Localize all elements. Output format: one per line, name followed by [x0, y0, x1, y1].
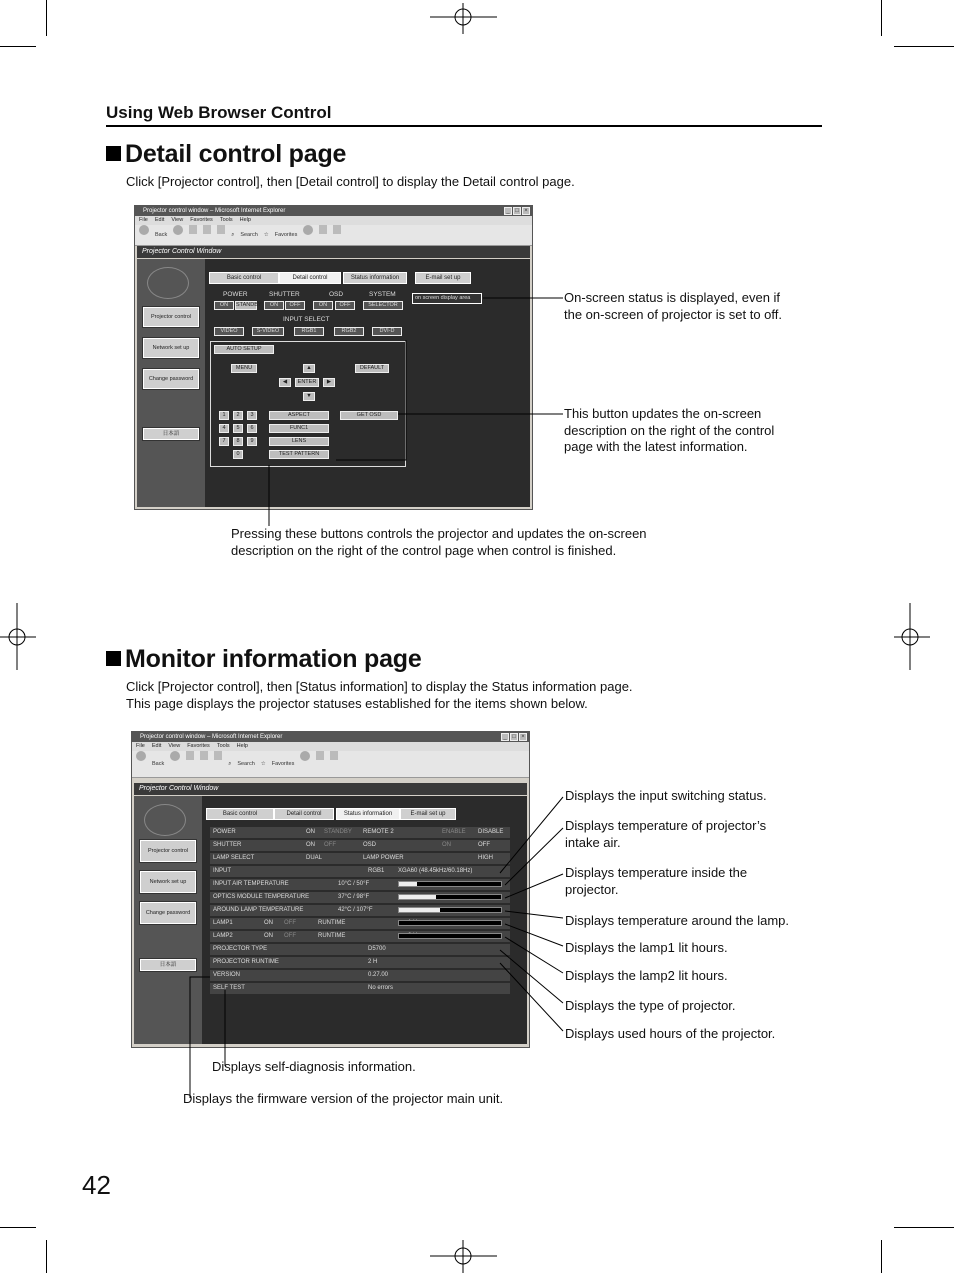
- status-v1: 2 H: [368, 959, 378, 965]
- status-v1: RGB1: [368, 868, 385, 874]
- annotation-line: On-screen status is displayed, even if: [564, 290, 781, 305]
- status-v1: D5700: [368, 946, 386, 952]
- right-arrow-icon[interactable]: ▶: [323, 378, 335, 387]
- annotation-line: the on-screen of projector is set to off.: [564, 306, 782, 322]
- annotation-line: Pressing these buttons controls the projector and updates the on-screen: [231, 526, 647, 541]
- tab-email-setup[interactable]: E-mail set up: [415, 272, 471, 284]
- status-label2: RUNTIME: [318, 920, 346, 926]
- menu-favorites[interactable]: Favorites: [190, 217, 213, 223]
- sidebar-network-setup[interactable]: Network set up: [140, 871, 196, 893]
- intro-line: Click [Projector control], then [Status information] to display the Status information page.: [126, 679, 633, 694]
- tab-email-setup[interactable]: E-mail set up: [400, 808, 456, 820]
- enter-button[interactable]: ENTER: [295, 378, 319, 387]
- status-label: SHUTTER: [213, 842, 242, 848]
- status-label: LAMP SELECT: [213, 855, 255, 861]
- input-select-label: INPUT SELECT: [283, 316, 330, 323]
- annotation-line: description on the right of the control page when control is finished.: [231, 542, 617, 558]
- tab-basic-control[interactable]: Basic control: [209, 272, 279, 284]
- num-1-button[interactable]: 1: [219, 411, 229, 420]
- menu-view[interactable]: View: [171, 217, 184, 223]
- shutter-off-button[interactable]: OFF: [285, 301, 305, 310]
- status-label: POWER: [213, 829, 236, 835]
- detail-intro: Click [Projector control], then [Detail control] to display the Detail control page.: [126, 174, 575, 189]
- power-standby-button[interactable]: STANDBY: [236, 302, 262, 308]
- annotation-line: Displays temperature of projector’s: [565, 818, 767, 833]
- window-title: Projector control window – Microsoft Internet Explorer: [140, 734, 283, 740]
- annotation-line: This button updates the on-screen: [564, 406, 762, 421]
- osd-on-button[interactable]: ON: [313, 301, 333, 310]
- status-v1: 42°C / 107°F: [338, 907, 373, 913]
- status-label2: OSD: [363, 842, 377, 848]
- annotation-type: Displays the type of projector.: [565, 998, 736, 1013]
- menu-help[interactable]: Help: [239, 217, 251, 223]
- status-v3: ENABLE: [442, 829, 466, 835]
- input-svideo-button[interactable]: S-VIDEO: [252, 327, 284, 336]
- tab-detail-control[interactable]: Detail control: [274, 808, 334, 820]
- status-label2: LAMP POWER: [363, 855, 404, 861]
- maximize-icon[interactable]: □: [513, 207, 521, 215]
- menu-favorites[interactable]: Favorites: [187, 743, 210, 749]
- func1-button[interactable]: FUNC1: [269, 424, 329, 433]
- num-2-button[interactable]: 2: [233, 411, 243, 420]
- status-v4: DISABLE: [478, 829, 504, 835]
- num-9-button[interactable]: 9: [247, 437, 257, 446]
- minimize-icon[interactable]: _: [504, 207, 512, 215]
- status-v3: ON: [442, 842, 451, 848]
- status-label: INPUT: [213, 868, 231, 874]
- status-label: PROJECTOR TYPE: [213, 946, 268, 952]
- annotation-line: page with the latest information.: [564, 439, 748, 454]
- status-label: INPUT AIR TEMPERATURE: [213, 881, 289, 887]
- status-label2: XGA60 (48.45kHz/60.18Hz): [398, 868, 473, 874]
- tab-basic-control[interactable]: Basic control: [206, 808, 274, 820]
- input-rgb2-button[interactable]: RGB2: [334, 327, 364, 336]
- back-label[interactable]: Back: [155, 232, 168, 238]
- close-icon[interactable]: ×: [522, 207, 530, 215]
- menu-help[interactable]: Help: [236, 743, 248, 749]
- system-selector-button[interactable]: SELECTOR: [363, 301, 403, 310]
- menu-edit[interactable]: Edit: [154, 217, 165, 223]
- pcw-header: Projector Control Window: [134, 783, 527, 795]
- menu-view[interactable]: View: [168, 743, 181, 749]
- group-shutter: SHUTTER: [269, 291, 300, 298]
- sidebar-change-password[interactable]: Change password: [140, 902, 196, 924]
- status-v1: ON: [264, 920, 273, 926]
- status-label: LAMP1: [213, 920, 233, 926]
- status-v2: OFF: [324, 842, 336, 848]
- status-v2: STANDBY: [324, 829, 352, 835]
- aspect-button[interactable]: ASPECT: [269, 411, 329, 420]
- num-6-button[interactable]: 6: [247, 424, 257, 433]
- status-label2: REMOTE 2: [363, 829, 394, 835]
- status-label: OPTICS MODULE TEMPERATURE: [213, 894, 310, 900]
- tab-status-information[interactable]: Status information: [336, 808, 400, 820]
- osd-off-button[interactable]: OFF: [335, 301, 355, 310]
- power-on-button[interactable]: ON: [214, 301, 234, 310]
- annotation-used: Displays used hours of the projector.: [565, 1026, 776, 1041]
- menu-file[interactable]: File: [136, 743, 145, 749]
- num-7-button[interactable]: 7: [219, 437, 229, 446]
- sidebar-change-password[interactable]: Change password: [143, 369, 199, 389]
- shutter-on-button[interactable]: ON: [264, 301, 284, 310]
- annotation-input: Displays the input switching status.: [565, 788, 767, 803]
- maximize-icon[interactable]: □: [510, 733, 518, 741]
- status-v1: 10°C / 50°F: [338, 881, 370, 887]
- get-osd-button[interactable]: GET OSD: [340, 411, 398, 420]
- left-arrow-icon[interactable]: ◀: [279, 378, 291, 387]
- status-label: AROUND LAMP TEMPERATURE: [213, 907, 304, 913]
- auto-setup-button[interactable]: AUTO SETUP: [214, 345, 274, 354]
- annotation-lamp1: Displays the lamp1 lit hours.: [565, 940, 728, 955]
- on-screen-display-area: on screen display area: [412, 293, 482, 304]
- test-pattern-button[interactable]: TEST PATTERN: [269, 450, 329, 459]
- num-5-button[interactable]: 5: [233, 424, 243, 433]
- status-v1: 0.27.00: [368, 972, 389, 978]
- annotation-lamp2: Displays the lamp2 lit hours.: [565, 968, 728, 983]
- favorites-icon[interactable]: ☆: [260, 761, 266, 767]
- default-button[interactable]: DEFAULT: [355, 364, 389, 373]
- status-v1: ON: [306, 829, 315, 835]
- annotation-line: Displays temperature inside the: [565, 865, 748, 880]
- search-icon[interactable]: ⌕: [231, 232, 235, 238]
- num-4-button[interactable]: 4: [219, 424, 229, 433]
- tab-detail-control[interactable]: Detail control: [279, 272, 341, 284]
- annotation-firmware: Displays the firmware version of the projector main unit.: [183, 1091, 504, 1106]
- window-title: Projector control window – Microsoft Internet Explorer: [143, 208, 286, 214]
- detail-heading-text: Detail control page: [125, 140, 347, 168]
- status-v2: OFF: [284, 920, 296, 926]
- num-3-button[interactable]: 3: [247, 411, 257, 420]
- group-system: SYSTEM: [369, 291, 396, 298]
- annotation-line: intake air.: [565, 834, 621, 850]
- status-v1: DUAL: [306, 855, 323, 861]
- input-video-button[interactable]: VIDEO: [214, 327, 244, 336]
- page-number: 42: [82, 1170, 111, 1200]
- status-v4: HIGH: [478, 855, 493, 861]
- sidebar-japanese[interactable]: 日本語: [140, 959, 196, 971]
- sidebar-japanese[interactable]: 日本語: [143, 428, 199, 440]
- monitor-heading-text: Monitor information page: [125, 645, 422, 673]
- menu-file[interactable]: File: [139, 217, 148, 223]
- search-label[interactable]: Search: [240, 232, 258, 238]
- status-label2: RUNTIME: [318, 933, 346, 939]
- favorites-label[interactable]: Favorites: [271, 761, 295, 767]
- group-power: POWER: [223, 291, 248, 298]
- status-v1: No errors: [368, 985, 394, 991]
- annotation-around: Displays temperature around the lamp.: [565, 913, 790, 928]
- down-arrow-icon[interactable]: ▼: [303, 392, 315, 401]
- minimize-icon[interactable]: _: [501, 733, 509, 741]
- section-title: Using Web Browser Control: [106, 103, 332, 122]
- status-v1: 37°C / 98°F: [338, 894, 370, 900]
- status-label: VERSION: [213, 972, 241, 978]
- menu-tools[interactable]: Tools: [216, 743, 230, 749]
- num-8-button[interactable]: 8: [233, 437, 243, 446]
- sidebar-projector-control[interactable]: Projector control: [143, 307, 199, 327]
- status-v4: OFF: [478, 842, 490, 848]
- sidebar-projector-control[interactable]: Projector control: [140, 840, 196, 862]
- num-0-button[interactable]: 0: [233, 450, 243, 459]
- up-arrow-icon[interactable]: ▲: [303, 364, 315, 373]
- search-icon[interactable]: ⌕: [228, 761, 232, 767]
- lens-button[interactable]: LENS: [269, 437, 329, 446]
- intro-line: This page displays the projector statuses established for the items shown below.: [126, 696, 588, 711]
- back-label[interactable]: Back: [152, 761, 165, 767]
- status-v1: ON: [264, 933, 273, 939]
- status-v1: ON: [306, 842, 315, 848]
- menu-tools[interactable]: Tools: [219, 217, 233, 223]
- annotation-line: projector.: [565, 881, 619, 897]
- status-label: LAMP2: [213, 933, 233, 939]
- pcw-header: Projector Control Window: [137, 246, 530, 258]
- favorites-label[interactable]: Favorites: [274, 232, 298, 238]
- input-rgb1-button[interactable]: RGB1: [294, 327, 324, 336]
- menu-edit[interactable]: Edit: [151, 743, 162, 749]
- annotation-selftest: Displays self-diagnosis information.: [212, 1059, 416, 1074]
- status-label: SELF TEST: [213, 985, 245, 991]
- search-label[interactable]: Search: [237, 761, 255, 767]
- annotation-line: description on the right of the control: [564, 422, 775, 438]
- tab-status-information[interactable]: Status information: [343, 272, 407, 284]
- status-label: PROJECTOR RUNTIME: [213, 959, 279, 965]
- input-dvid-button[interactable]: DVI-D: [372, 327, 402, 336]
- close-icon[interactable]: ×: [519, 733, 527, 741]
- menu-button[interactable]: MENU: [231, 364, 257, 373]
- favorites-icon[interactable]: ☆: [263, 232, 269, 238]
- status-v2: OFF: [284, 933, 296, 939]
- sidebar-network-setup[interactable]: Network set up: [143, 338, 199, 358]
- group-osd: OSD: [329, 291, 344, 298]
